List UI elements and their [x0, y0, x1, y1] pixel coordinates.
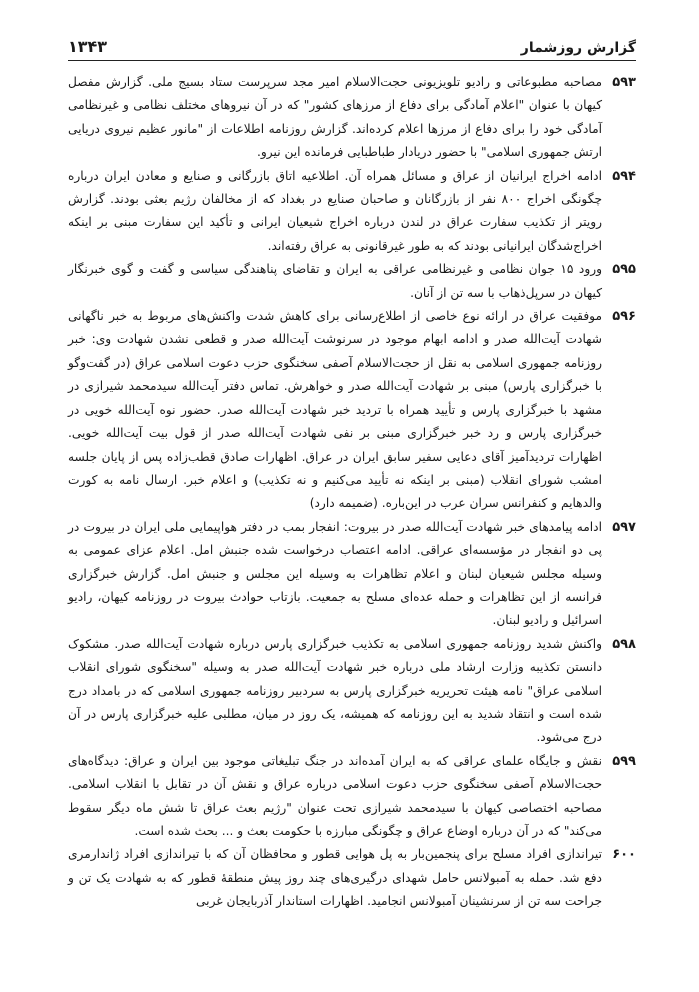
document-page	[68, 30, 636, 980]
entry-number: ۵۹۹	[612, 753, 636, 769]
entry-text: ادامه پیامدهای خبر شهادت آیت‌الله صدر در بیروت: انفجار بمب در دفتر هواپیمایی ملی ایران در بیروت در پی دو انفجار در مؤسسه‌ای عراقی. ادامه اعتصاب درخواست شده جنبش امل. اعلام عزای عمومی به وسیله مجلس شیعیان لبنان و اعلام تظاهرات به وسیله این مجلس و جنبش امل. گزارش خبرگزاری فرانسه از این تظاهرات و حمله عده‌ای مسلح به جمعیت. بازتاب حوادث بیروت در روزنامه کیهان، رادیو اسرائیل و رادیو لبنان.	[68, 519, 602, 628]
entry-number: ۶۰۰	[612, 847, 636, 863]
entry-596	[68, 305, 636, 516]
entry-text: ورود ۱۵ جوان نظامی و غیرنظامی عراقی به ایران و تقاضای پناهندگی سیاسی و گفت و گوی خبرنگار کیهان در سرپل‌ذهاب با سه تن از آنان.	[68, 262, 602, 300]
entry-text: مصاحبه مطبوعاتی و رادیو تلویزیونی حجت‌الاسلام امیر مجد سرپرست ستاد بسیج ملی. گزارش مفصل کیهان با عنوان "اعلام آمادگی برای دفاع از مرزهای کشور" که در آن نیروهای مختلف نظامی و غیرنظامی آمادگی خود را برای دفاع از مرزها اعلام کرده‌اند. گزارش روزنامه اطلاعات از "مانور عظیم نیروی دریایی ارتش جمهوری اسلامی" با حضور دریادار طباطبایی فرمانده این نیرو.	[68, 75, 602, 160]
entry-text: ادامه اخراج ایرانیان از عراق و مسائل همراه آن. اطلاعیه اتاق بازرگانی و صنایع و معادن ایران درباره چگونگی اخراج ۸۰۰ نفر از بازرگانان و صاحبان صنایع در بغداد که از مخالفان رژیم بعثی بودند. گزارش رویتر از تکذیب سفارت عراق در لندن درباره اخراج شیعیان ایرانی و تأکید این سفارت مبنی بر اینکه اخراج‌شدگان ایرانیانی بودند که به طور غیرقانونی به عراق رفته‌اند.	[68, 168, 602, 253]
entry-number: ۵۹۵	[612, 262, 636, 278]
entry-597	[68, 516, 636, 633]
entry-list	[68, 71, 636, 914]
entry-600	[68, 843, 636, 913]
entry-593	[68, 71, 636, 165]
entry-number: ۵۹۶	[612, 309, 636, 325]
page-number: ۱۳۴۳	[68, 37, 108, 56]
entry-595	[68, 258, 636, 305]
entry-text: موفقیت عراق در ارائه نوع خاصی از اطلاع‌رسانی برای کاهش شدت واکنش‌های مربوط به خبر ناگهانی شهادت آیت‌الله صدر و ادامه ابهام موجود در سرنوشت آیت‌الله صدر و قطعی نشدن شهادت وی: خبر روزنامه جمهوری اسلامی به نقل از حجت‌الاسلام آصفی سخنگوی حزب دعوت اسلامی عراق (در گفت‌وگو با خبرگزاری پارس) مبنی بر شهادت آیت‌الله صدر و خواهرش. تماس دفتر آیت‌الله سیدمحمد شیرازی در مشهد با خبرگزاری پارس و تأیید همراه با تردید خبر شهادت آیت‌الله صدر. حضور نوه آیت‌الله خویی در خبرگزاری پارس و رد خبر خبرگزاری مبنی بر نفی شهادت آیت‌الله صدر از قول بیت آیت‌الله خویی. اظهارات تردیدآمیز آقای دعایی سفیر سابق ایران در عراق. اظهارات صادق قطب‌زاده پس از پایان جلسه امشب شورای انقلاب (مبنی بر اینکه نه تأیید می‌کنیم و نه تکذیب) و اعلام خبر. ارسال نامه به کورت والدهایم و کنفرانس سران عرب در این‌باره. (ضمیمه دارد)	[68, 309, 602, 511]
running-title: گزارش روزشمار	[520, 40, 636, 56]
entry-number: ۵۹۳	[612, 75, 636, 90]
entry-text: واکنش شدید روزنامه جمهوری اسلامی به تکذیب خبرگزاری پارس درباره شهادت آیت‌الله صدر. مشکوک دانستن تکذیبه وزارت ارشاد ملی درباره خبر شهادت آیت‌الله صدر به وسیله "سخنگوی شورای انقلاب اسلامی عراق" نامه هیئت تحریریه خبرگزاری پارس به سردبیر روزنامه جمهوری اسلامی که در بامداد درج شده است و انتقاد شدید به این روزنامه که همیشه، یک روز در میان، مطلبی علیه خبرگزاری پارس در آن درج می‌شود.	[68, 636, 602, 745]
entry-text: تیراندازی افراد مسلح برای پنجمین‌بار به پل هوایی قطور و محافظان آن که با تیراندازی افراد ژاندارمری دفع شد. حمله به آمبولانس حامل شهدای درگیری‌های چند روز پیش منطقهٔ قطور که به شهادت یک تن و جراحت سه تن از سرنشینان آمبولانس انجامید. اظهارات استاندار آذربایجان غربی	[68, 847, 602, 909]
page-header	[68, 30, 636, 61]
entry-599	[68, 750, 636, 844]
entry-text: نقش و جایگاه علمای عراقی که به ایران آمده‌اند در جنگ تبلیغاتی موجود بین ایران و عراق: دیدگاه‌های حجت‌الاسلام آصفی سخنگوی حزب دعوت اسلامی درباره عراق و نقش آن در تقابل با انقلاب اسلامی. مصاحبه اختصاصی کیهان با سیدمحمد شیرازی تحت عنوان "رژیم بعث عراق تا شش ماه دیگر سقوط می‌کند" که در آن درباره اوضاع عراق و چگونگی مبارزه با حکومت بعث و ... بحث شده است.	[68, 753, 602, 838]
entry-number: ۵۹۸	[612, 636, 636, 652]
entry-number: ۵۹۴	[612, 168, 636, 184]
entry-594	[68, 165, 636, 259]
entry-number: ۵۹۷	[612, 519, 636, 535]
entry-598	[68, 633, 636, 750]
